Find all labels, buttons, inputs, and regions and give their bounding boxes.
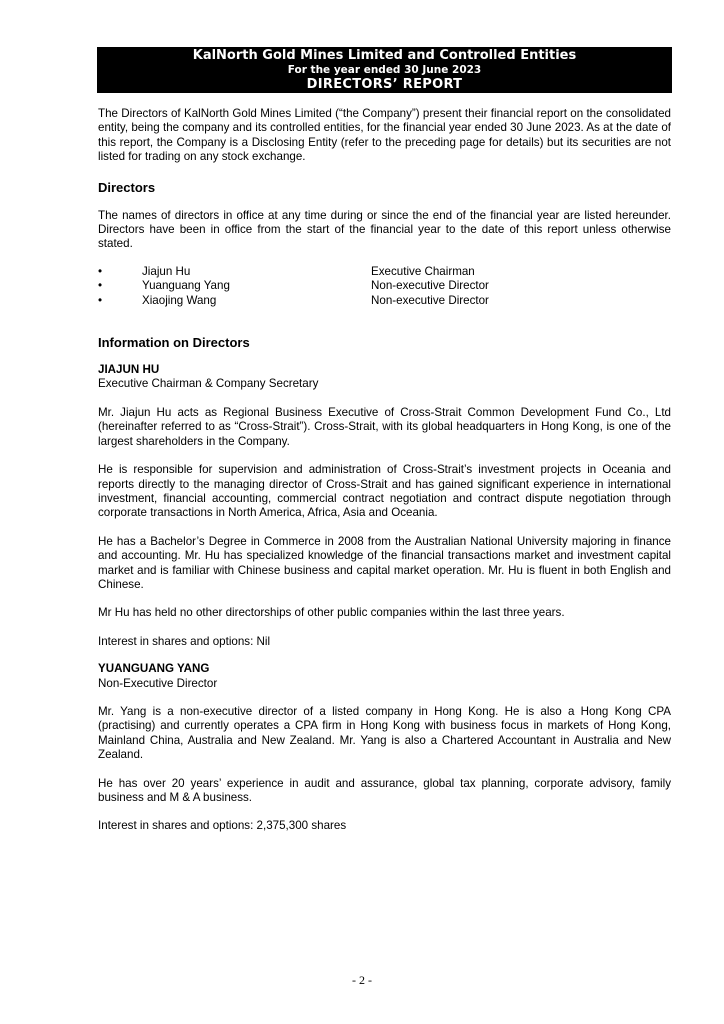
- director-profile: [98, 662, 671, 834]
- info-heading: Information on Directors: [98, 335, 250, 351]
- directors-heading: Directors: [98, 179, 156, 195]
- director-list-item: [98, 279, 671, 293]
- director-role: Non-executive Director: [371, 293, 489, 307]
- reporting-period: For the year ended 30 June 2023: [287, 64, 482, 76]
- interest-in-shares: Interest in shares and options: Nil: [98, 634, 271, 648]
- directors-intro: The names of directors in office at any time during or since the end of the financial year are listed hereunder. Directors have been in office from the start of the financial year to the date of this report unless otherwise stated.: [98, 208, 671, 251]
- bullet-icon: •: [98, 293, 103, 307]
- profile-paragraph: Mr. Jiajun Hu acts as Regional Business Executive of Cross-Strait Common Development Fund Co., Ltd (hereinafter referred to as “Cross-Strait”). Cross-Strait, with its global headquarters in Hong Kong, is one of the largest shareholders in the Company.: [98, 405, 671, 448]
- report-body: [98, 107, 671, 834]
- director-role: Non-executive Director: [371, 279, 489, 293]
- director-profile-title: Non-Executive Director: [98, 676, 218, 690]
- director-profile-name: YUANGUANG YANG: [98, 662, 210, 676]
- profile-paragraph: He is responsible for supervision and administration of Cross-Strait’s investment projects in Oceania and reports directly to the managing director of Cross-Strait and has gained significant experience in international investment, financial accounting, commercial contract negotiation and contract dispute negotiation through corporate transactions in North America, Africa, Asia and Oceania.: [98, 463, 671, 520]
- bullet-icon: •: [98, 264, 103, 278]
- directors-list: [98, 265, 671, 308]
- director-list-item: [98, 294, 671, 308]
- company-name: KalNorth Gold Mines Limited and Controlled Entities: [192, 48, 577, 63]
- profile-paragraph: Mr. Yang is a non-executive director of a listed company in Hong Kong. He is also a Hong Kong CPA (practising) and currently operates a CPA firm in Hong Kong with business focus in markets of Hong Kong, Mainland China, Australia and New Zealand. Mr. Yang is also a Chartered Accountant in Australia and New Zealand.: [98, 704, 671, 762]
- director-profile-title: Executive Chairman & Company Secretary: [98, 377, 319, 391]
- intro-paragraph: The Directors of KalNorth Gold Mines Limited (“the Company”) present their financial report on the consolidated entity, being the company and its controlled entities, for the financial year ended 30 June 2023. As at the date of this report, the Company is a Disclosing Entity (refer to the preceding page for details) but its securities are not listed for trading on any stock exchange.: [98, 107, 671, 164]
- profile-paragraph: Mr Hu has held no other directorships of other public companies within the last three years.: [98, 606, 565, 620]
- interest-in-shares: Interest in shares and options: 2,375,300 shares: [98, 819, 347, 833]
- report-title: DIRECTORS’ REPORT: [306, 77, 463, 92]
- report-header: [97, 47, 672, 93]
- profile-paragraph: He has a Bachelor’s Degree in Commerce in 2008 from the Australian National University majoring in finance and accounting. Mr. Hu has specialized knowledge of the financial transactions market and investment capital market and is familiar with Chinese business and capital market operation. Mr. Hu is fluent in both English and Chinese.: [98, 534, 671, 591]
- page-number: - 2 -: [352, 973, 372, 987]
- director-name: Jiajun Hu: [142, 264, 191, 278]
- director-profile: [98, 363, 671, 649]
- director-name: Yuanguang Yang: [142, 279, 230, 293]
- director-profile-name: JIAJUN HU: [98, 363, 160, 377]
- profile-paragraph: He has over 20 years’ experience in audit and assurance, global tax planning, corporate advisory, family business and M & A business.: [98, 776, 671, 804]
- bullet-icon: •: [98, 279, 103, 293]
- director-name: Xiaojing Wang: [142, 293, 217, 307]
- director-list-item: [98, 265, 671, 279]
- director-role: Executive Chairman: [371, 264, 475, 278]
